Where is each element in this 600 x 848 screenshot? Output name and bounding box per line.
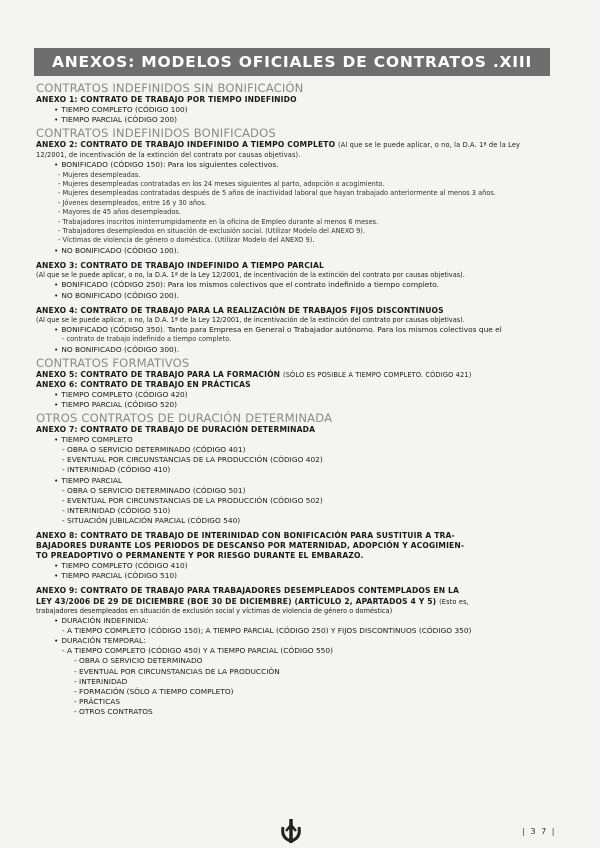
sub-item: - INTERINIDAD (CÓDIGO 510) (36, 506, 548, 516)
sub-item: - A TIEMPO COMPLETO (CÓDIGO 450) Y A TIEMPO PARCIAL (CÓDIGO 550) (36, 646, 548, 656)
sub-item: - INTERINIDAD (CÓDIGO 410) (36, 465, 548, 475)
section-title-indefinidos-bonificados: CONTRATOS INDEFINIDOS BONIFICADOS (36, 126, 276, 141)
sub-item: - EVENTUAL POR CIRCUNSTANCIAS DE LA PRODUCCIÓN (CÓDIGO 502) (36, 496, 548, 506)
anexo-4-title: ANEXO 4: CONTRATO DE TRABAJO PARA LA REALIZACIÓN DE TRABAJOS FIJOS DISCONTINUOS (36, 305, 444, 315)
list-item: • TIEMPO PARCIAL (36, 476, 548, 486)
list-item: • BONIFICADO (CÓDIGO 250): Para los mismos colectivos que el contrato indefinido a tiempo completo. (36, 280, 548, 290)
colectivo-item: - Trabajadores desempleados en situación de exclusión social. (Utilizar Modelo del ANEXO 9). (36, 227, 548, 236)
anexo-2-title: ANEXO 2: CONTRATO DE TRABAJO INDEFINIDO A TIEMPO COMPLETO (36, 140, 336, 150)
colectivo-item: - Mayores de 45 años desempleados. (36, 208, 548, 217)
list-item: • TIEMPO COMPLETO (CÓDIGO 420) (36, 390, 548, 400)
section-title-indefinidos-sin-bonificacion: CONTRATOS INDEFINIDOS SIN BONIFICACIÓN (36, 81, 304, 95)
anexo-9-title-line-2 (36, 597, 548, 607)
publisher-logo-icon (280, 818, 302, 844)
list-item: • BONIFICADO (CÓDIGO 350). Tanto para Empresa en General o Trabajador autónomo. Para los mismos colectivos que el (36, 325, 548, 335)
colectivo-item: - Trabajadores inscritos ininterrumpidamente en la oficina de Empleo durante al menos 6 meses. (36, 218, 548, 227)
list-item: • TIEMPO PARCIAL (CÓDIGO 510) (36, 571, 548, 581)
colectivo-item: - Víctimas de violencia de género o doméstica. (Utilizar Modelo del ANEXO 9). (36, 236, 548, 245)
sub-sub-item: - OTROS CONTRATOS (36, 707, 548, 717)
list-item: • NO BONIFICADO (CÓDIGO 200). (36, 291, 548, 301)
sub-item: - OBRA O SERVICIO DETERMINADO (CÓDIGO 401) (36, 445, 548, 455)
anexo-9-line2-text: LEY 43/2006 DE 29 DE DICIEMBRE (BOE 30 DE DICIEMBRE) (ARTÍCULO 2, APARTADOS 4 Y 5) (36, 596, 437, 606)
document-body (36, 80, 548, 717)
section-title-contratos-formativos: CONTRATOS FORMATIVOS (36, 355, 190, 370)
list-item: • TIEMPO COMPLETO (36, 435, 548, 445)
anexo-7-title: ANEXO 7: CONTRATO DE TRABAJO DE DURACIÓN DETERMINADA (36, 425, 316, 435)
sub-item: - OBRA O SERVICIO DETERMINADO (CÓDIGO 501) (36, 486, 548, 496)
sub-item: - A TIEMPO COMPLETO (CÓDIGO 150); A TIEMPO PARCIAL (CÓDIGO 250) Y FIJOS DISCONTINUOS (CÓDIGO 350) (36, 626, 548, 636)
sub-sub-item: - PRÁCTICAS (36, 697, 548, 707)
list-item: • BONIFICADO (CÓDIGO 150): Para los siguientes colectivos. (36, 160, 548, 170)
list-item: • DURACIÓN INDEFINIDA: (36, 616, 548, 626)
sub-sub-item: - EVENTUAL POR CIRCUNSTANCIAS DE LA PRODUCCIÓN (36, 667, 548, 677)
section-title-otros-contratos: OTROS CONTRATOS DE DURACIÓN DETERMINADA (36, 411, 333, 426)
sub-sub-item: - OBRA O SERVICIO DETERMINADO (36, 656, 548, 666)
anexo-8-title-line: ANEXO 8: CONTRATO DE TRABAJO DE INTERINIDAD CON BONIFICACIÓN PARA SUSTITUIR A TRA- (36, 531, 455, 540)
anexo-5-title: ANEXO 5: CONTRATO DE TRABAJO PARA LA FORMACIÓN (36, 369, 281, 379)
colectivo-item: - Jóvenes desempleados, entre 16 y 30 años. (36, 199, 548, 208)
anexo-8-title-line: TO PREADOPTIVO O PERMANENTE Y POR RIESGO DURANTE EL EMBARAZO. (36, 551, 364, 561)
page-number: | 3 7 | (522, 827, 556, 836)
anexo-2-note: (Al que se le puede aplicar, o no, la D.A. 1ª de la Ley 12/2001, de incentivación de la extinción del contrato por causas objetivas). (36, 141, 521, 160)
sub-sub-item: - FORMACIÓN (SÓLO A TIEMPO COMPLETO) (36, 687, 548, 697)
list-item: • TIEMPO COMPLETO (CÓDIGO 410) (36, 561, 548, 571)
list-item: • DURACIÓN TEMPORAL: (36, 636, 548, 646)
list-item: • TIEMPO PARCIAL (CÓDIGO 520) (36, 400, 548, 410)
list-item: • NO BONIFICADO (CÓDIGO 100). (36, 246, 548, 256)
anexo-6-title: ANEXO 6: CONTRATO DE TRABAJO EN PRÁCTICAS (36, 379, 251, 389)
anexo-9-line2-note: (Esto es, (439, 597, 469, 606)
colectivo-item: - Mujeres desempleadas. (36, 171, 548, 180)
colectivo-item: - Mujeres desempleadas contratadas después de 5 años de inactividad laboral que hayan trabajado anteriormente al menos 3 años. (36, 189, 548, 198)
anexo-3-note: (Al que se le puede aplicar, o no, la D.A. 1ª de la Ley 12/2001, de incentivación de la extinción del contrato por causas objetivas). (36, 271, 465, 279)
anexo-2-heading (36, 140, 548, 160)
sub-item: - EVENTUAL POR CIRCUNSTANCIAS DE LA PRODUCCIÓN (CÓDIGO 402) (36, 455, 548, 465)
list-item: • TIEMPO PARCIAL (CÓDIGO 200) (36, 115, 548, 125)
anexo-4-note: (Al que se le puede aplicar, o no, la D.A. 1ª de la Ley 12/2001, de incentivación de la extinción del contrato por causas objetivas). (36, 315, 465, 324)
list-item: • NO BONIFICADO (CÓDIGO 300). (36, 345, 548, 355)
anexo-3-title: ANEXO 3: CONTRATO DE TRABAJO INDEFINIDO A TIEMPO PARCIAL (36, 260, 324, 270)
anexo-5-note: (SÓLO ES POSIBLE A TIEMPO COMPLETO. CÓDIGO 421) (282, 370, 472, 379)
sub-sub-item: - INTERINIDAD (36, 677, 548, 687)
continuation-text: contrato de trabajo indefinido a tiempo completo. (66, 335, 232, 344)
list-item-continuation (36, 335, 548, 344)
anexo-1-title: ANEXO 1: CONTRATO DE TRABAJO POR TIEMPO INDEFINIDO (36, 95, 297, 104)
colectivo-item: - Mujeres desempleadas contratadas en los 24 meses siguientes al parto, adopción o acogimiento. (36, 180, 548, 189)
anexo-9-title-line: ANEXO 9: CONTRATO DE TRABAJO PARA TRABAJADORES DESEMPLEADOS CONTEMPLADOS EN LA (36, 586, 460, 596)
anexo-9-note: trabajadores desempleados en situación de exclusión social y víctimas de violencia de género o doméstica) (36, 606, 393, 615)
page-banner: ANEXOS: MODELOS OFICIALES DE CONTRATOS .XIII (34, 48, 550, 76)
anexo-8-title-line: BAJADORES DURANTE LOS PERIODOS DE DESCANSO POR MATERNIDAD, ADOPCIÓN Y ACOGIMIEN- (36, 541, 465, 551)
anexo-5-heading (36, 370, 548, 380)
sub-item: - SITUACIÓN JUBILACIÓN PARCIAL (CÓDIGO 540) (36, 516, 548, 526)
list-item: • TIEMPO COMPLETO (CÓDIGO 100) (36, 105, 548, 115)
